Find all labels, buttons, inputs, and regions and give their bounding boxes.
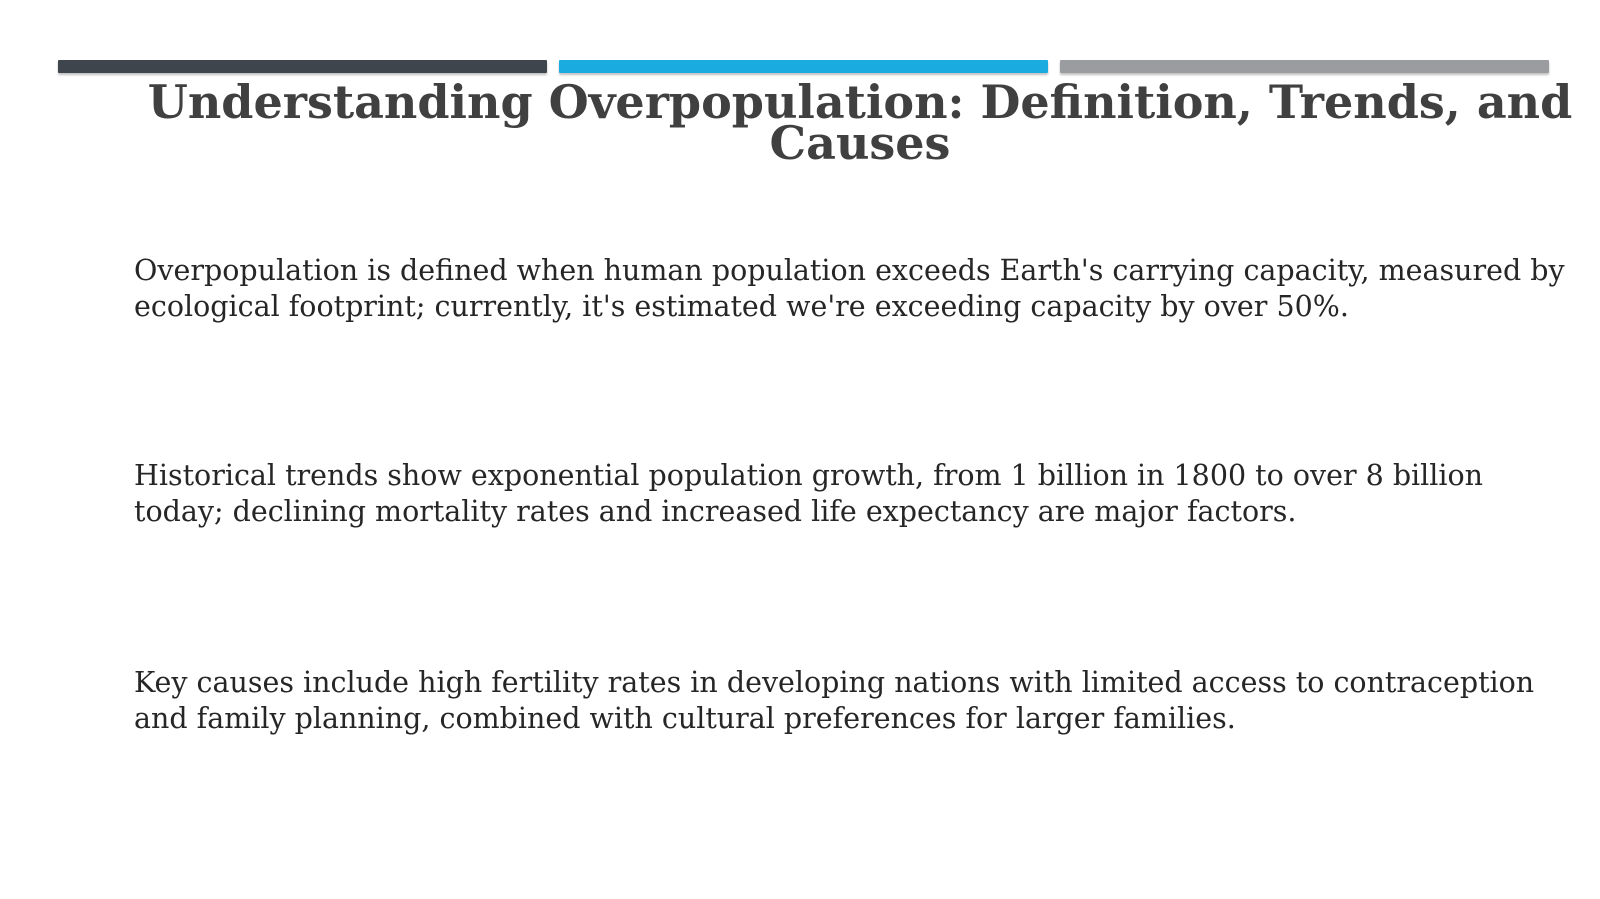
accent-bar-blue bbox=[559, 60, 1048, 73]
accent-bar-dark bbox=[58, 60, 547, 73]
accent-bar-gray bbox=[1060, 60, 1549, 73]
paragraph-definition: Overpopulation is defined when human population exceeds Earth's carrying capacity, measured by ecological footprint; currently, it's estimated we're exceeding capacity by over 50%. bbox=[134, 254, 1565, 323]
paragraph-causes: Key causes include high fertility rates in developing nations with limited access to contraception and family planning, combined with cultural preferences for larger families. bbox=[134, 666, 1535, 735]
paragraph-trends: Historical trends show exponential population growth, from 1 billion in 1800 to over 8 billion today; declining mortality rates and increased life expectancy are major factors. bbox=[134, 459, 1484, 528]
slide-title: Understanding Overpopulation: Definition, Trends, and Causes bbox=[147, 75, 1573, 170]
